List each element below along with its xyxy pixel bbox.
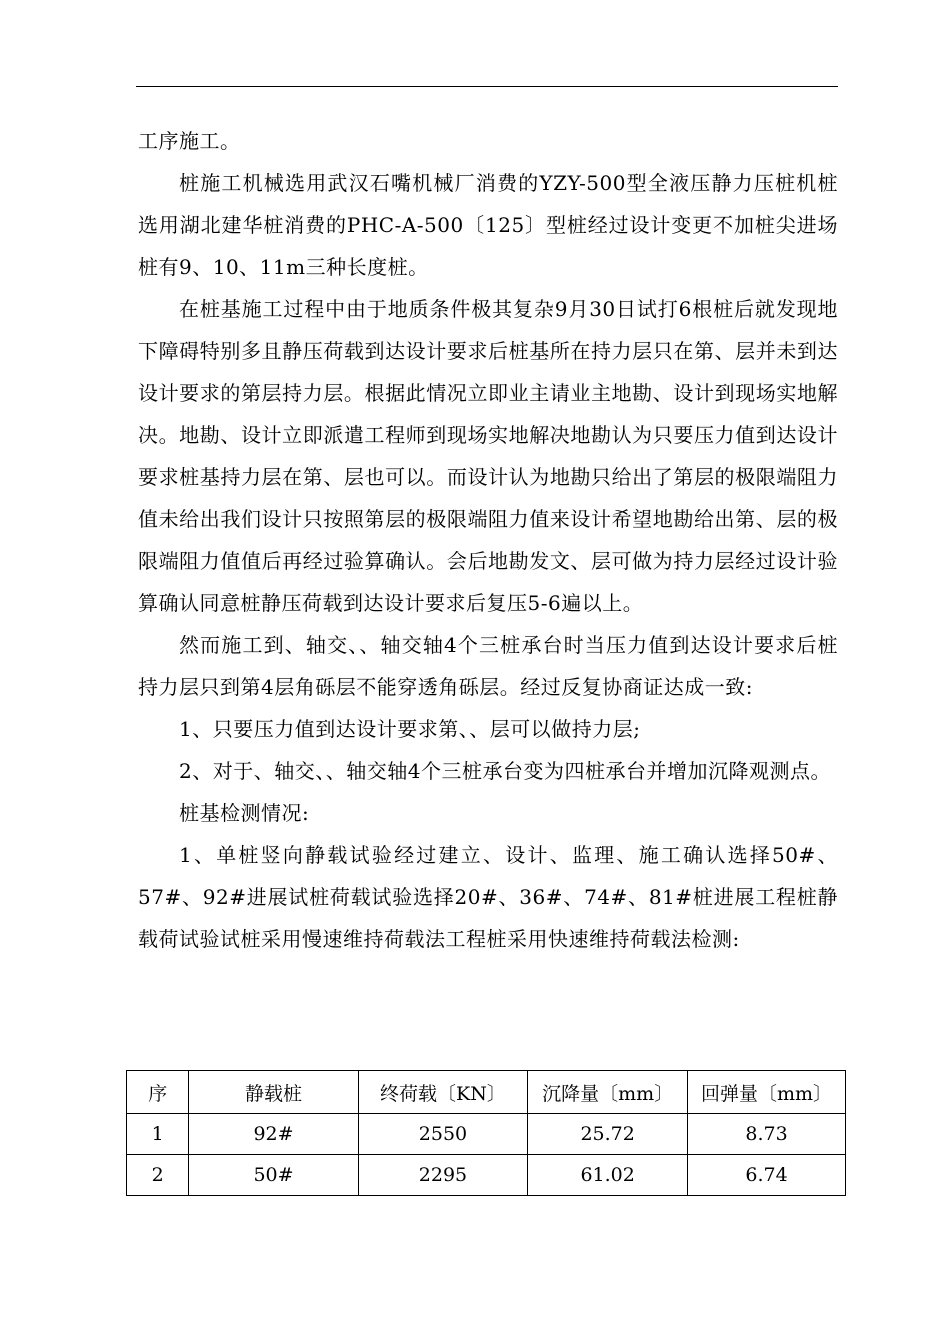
table-cell: 92# bbox=[189, 1114, 358, 1155]
table-cell: 2295 bbox=[358, 1155, 528, 1196]
header-rule bbox=[136, 86, 838, 87]
table-row bbox=[127, 1114, 846, 1155]
document-body bbox=[138, 120, 838, 960]
table-cell: 8.73 bbox=[688, 1114, 846, 1155]
load-test-table bbox=[126, 1070, 846, 1196]
paragraph: 然而施工到、轴交、、轴交轴4个三桩承台时当压力值到达设计要求后桩持力层只到第4层角砾层不能穿透角砾层。经过反复协商证达成一致: bbox=[138, 633, 838, 699]
paragraph: 1、单桩竖向静载试验经过建立、设计、监理、施工确认选择50#、57#、92#进展试桩荷载试验选择20#、36#、74#、81#桩进展工程桩静载荷试验试桩采用慢速维持荷载法工程桩采用快速维持荷载法检测: bbox=[138, 843, 838, 951]
table-cell: 6.74 bbox=[688, 1155, 846, 1196]
paragraph: 桩施工机械选用武汉石嘴机械厂消费的YZY-500型全液压静力压桩机桩选用湖北建华桩消费的PHC-A-500〔125〕型桩经过设计变更不加桩尖进场桩有9、10、11m三种长度桩。 bbox=[138, 171, 838, 279]
table-cell: 1 bbox=[127, 1114, 189, 1155]
table-cell: 2550 bbox=[358, 1114, 528, 1155]
table-cell: 61.02 bbox=[528, 1155, 688, 1196]
table-row bbox=[127, 1155, 846, 1196]
table-cell: 50# bbox=[189, 1155, 358, 1196]
table-cell: 25.72 bbox=[528, 1114, 688, 1155]
paragraph: 桩基检测情况: bbox=[179, 801, 310, 825]
paragraph: 在桩基施工过程中由于地质条件极其复杂9月30日试打6根桩后就发现地下障碍特别多且静压荷载到达设计要求后桩基所在持力层只在第、层并未到达设计要求的第层持力层。根据此情况立即业主请业主地勘、设计到现场实地解决。地勘、设计立即派遣工程师到现场实地解决地勘认为只要压力值到达设计要求桩基持力层在第、层也可以。而设计认为地勘只给出了第层的极限端阻力值未给出我们设计只按照第层的极限端阻力值来设计希望地勘给出第、层的极限端阻力值值后再经过验算确认。会后地勘发文、层可做为持力层经过设计验算确认同意桩静压荷载到达设计要求后复压5-6遍以上。 bbox=[138, 297, 838, 615]
table-cell: 2 bbox=[127, 1155, 189, 1196]
table-header-cell: 静载桩 bbox=[189, 1071, 358, 1114]
table-header-cell: 回弹量〔mm〕 bbox=[688, 1071, 846, 1114]
table-header-cell: 序 bbox=[127, 1071, 189, 1114]
paragraph: 工序施工。 bbox=[138, 129, 241, 153]
table-header-row bbox=[127, 1071, 846, 1114]
table-header-cell: 沉降量〔mm〕 bbox=[528, 1071, 688, 1114]
table-header-cell: 终荷载〔KN〕 bbox=[358, 1071, 528, 1114]
paragraph: 1、只要压力值到达设计要求第、、层可以做持力层; bbox=[179, 717, 641, 741]
paragraph: 2、对于、轴交、、轴交轴4个三桩承台变为四桩承台并增加沉降观测点。 bbox=[179, 759, 831, 783]
